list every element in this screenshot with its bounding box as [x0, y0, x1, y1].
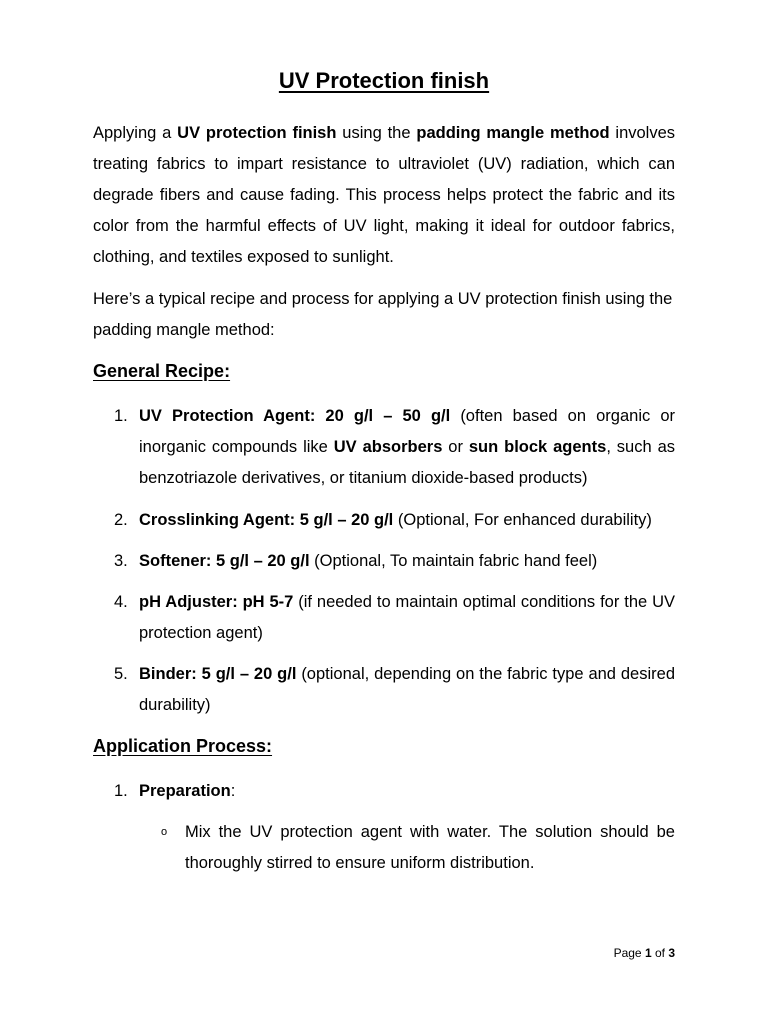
list-number: 1. [114, 782, 128, 800]
list-number: 2. [114, 511, 128, 529]
recipe-item-bold: sun block agents [468, 438, 607, 456]
recipe-item [114, 401, 676, 494]
recipe-item-text: (often based on organic or inorganic compounds like [139, 407, 676, 456]
recipe-item-text: or [442, 438, 469, 456]
page-number-footer [614, 946, 675, 960]
process-item-text: : [230, 782, 236, 800]
general-recipe-heading: General Recipe: [93, 361, 231, 381]
intro-text-1: Applying a [93, 124, 178, 142]
application-process-heading: Application Process: [93, 736, 273, 756]
list-number: 1. [114, 407, 128, 425]
recipe-item [114, 659, 675, 721]
recipe-item-text: (optional, depending on the fabric type and desired durability) [139, 665, 675, 714]
process-item-bold: Preparation [139, 782, 231, 800]
intro-bold-uv-finish: UV protection finish [177, 124, 337, 142]
intro-text-2: using the [336, 124, 417, 142]
recipe-item-bold: UV absorbers [333, 438, 443, 456]
recipe-item-bold: Softener: 5 g/l – 20 g/l [139, 552, 310, 570]
recipe-item-text: , such as benzotriazole derivatives, or titanium dioxide-based products) [139, 438, 675, 487]
list-number: 4. [114, 593, 128, 611]
intro-paragraph-2: Here’s a typical recipe and process for applying a UV protection finish using the padding mangle method: [93, 290, 673, 339]
recipe-item-text: (Optional, For enhanced durability) [393, 511, 652, 529]
process-item [114, 776, 675, 807]
recipe-item-text: (Optional, To maintain fabric hand feel) [309, 552, 598, 570]
footer-page-label: Page [613, 946, 645, 960]
recipe-item-bold: pH Adjuster: pH 5-7 [139, 593, 294, 611]
recipe-item-text: (if needed to maintain optimal conditions for the UV protection agent) [139, 593, 675, 642]
recipe-item-bold: Binder: 5 g/l – 20 g/l [139, 665, 297, 683]
hollow-bullet-icon: o [161, 826, 168, 838]
list-number: 3. [114, 552, 128, 570]
intro-paragraph [93, 118, 675, 273]
process-sub-item-text: Mix the UV protection agent with water. The solution should be thoroughly stirred to ensure uniform distribution. [185, 823, 675, 872]
footer-of-label: of [651, 946, 669, 960]
recipe-item [114, 505, 675, 536]
footer-current-page: 1 [644, 946, 652, 960]
footer-total-pages: 3 [668, 946, 675, 960]
document-title: UV Protection finish [278, 68, 490, 93]
process-sub-item [161, 817, 675, 879]
recipe-item-bold: Crosslinking Agent: 5 g/l – 20 g/l [139, 511, 394, 529]
recipe-item [114, 587, 675, 649]
recipe-item-bold: UV Protection Agent: 20 g/l – 50 g/l [139, 407, 451, 425]
recipe-item [114, 546, 675, 577]
intro-text-3: involves treating fabrics to impart resistance to ultraviolet (UV) radiation, which can degrade fibers and cause fading. This process helps protect the fabric and its color from the harmful effects of UV light, making it ideal for outdoor fabrics, clothing, and textiles exposed to sunlight. [93, 124, 676, 266]
intro-bold-padding-method: padding mangle method [416, 124, 610, 142]
list-number: 5. [114, 665, 128, 683]
